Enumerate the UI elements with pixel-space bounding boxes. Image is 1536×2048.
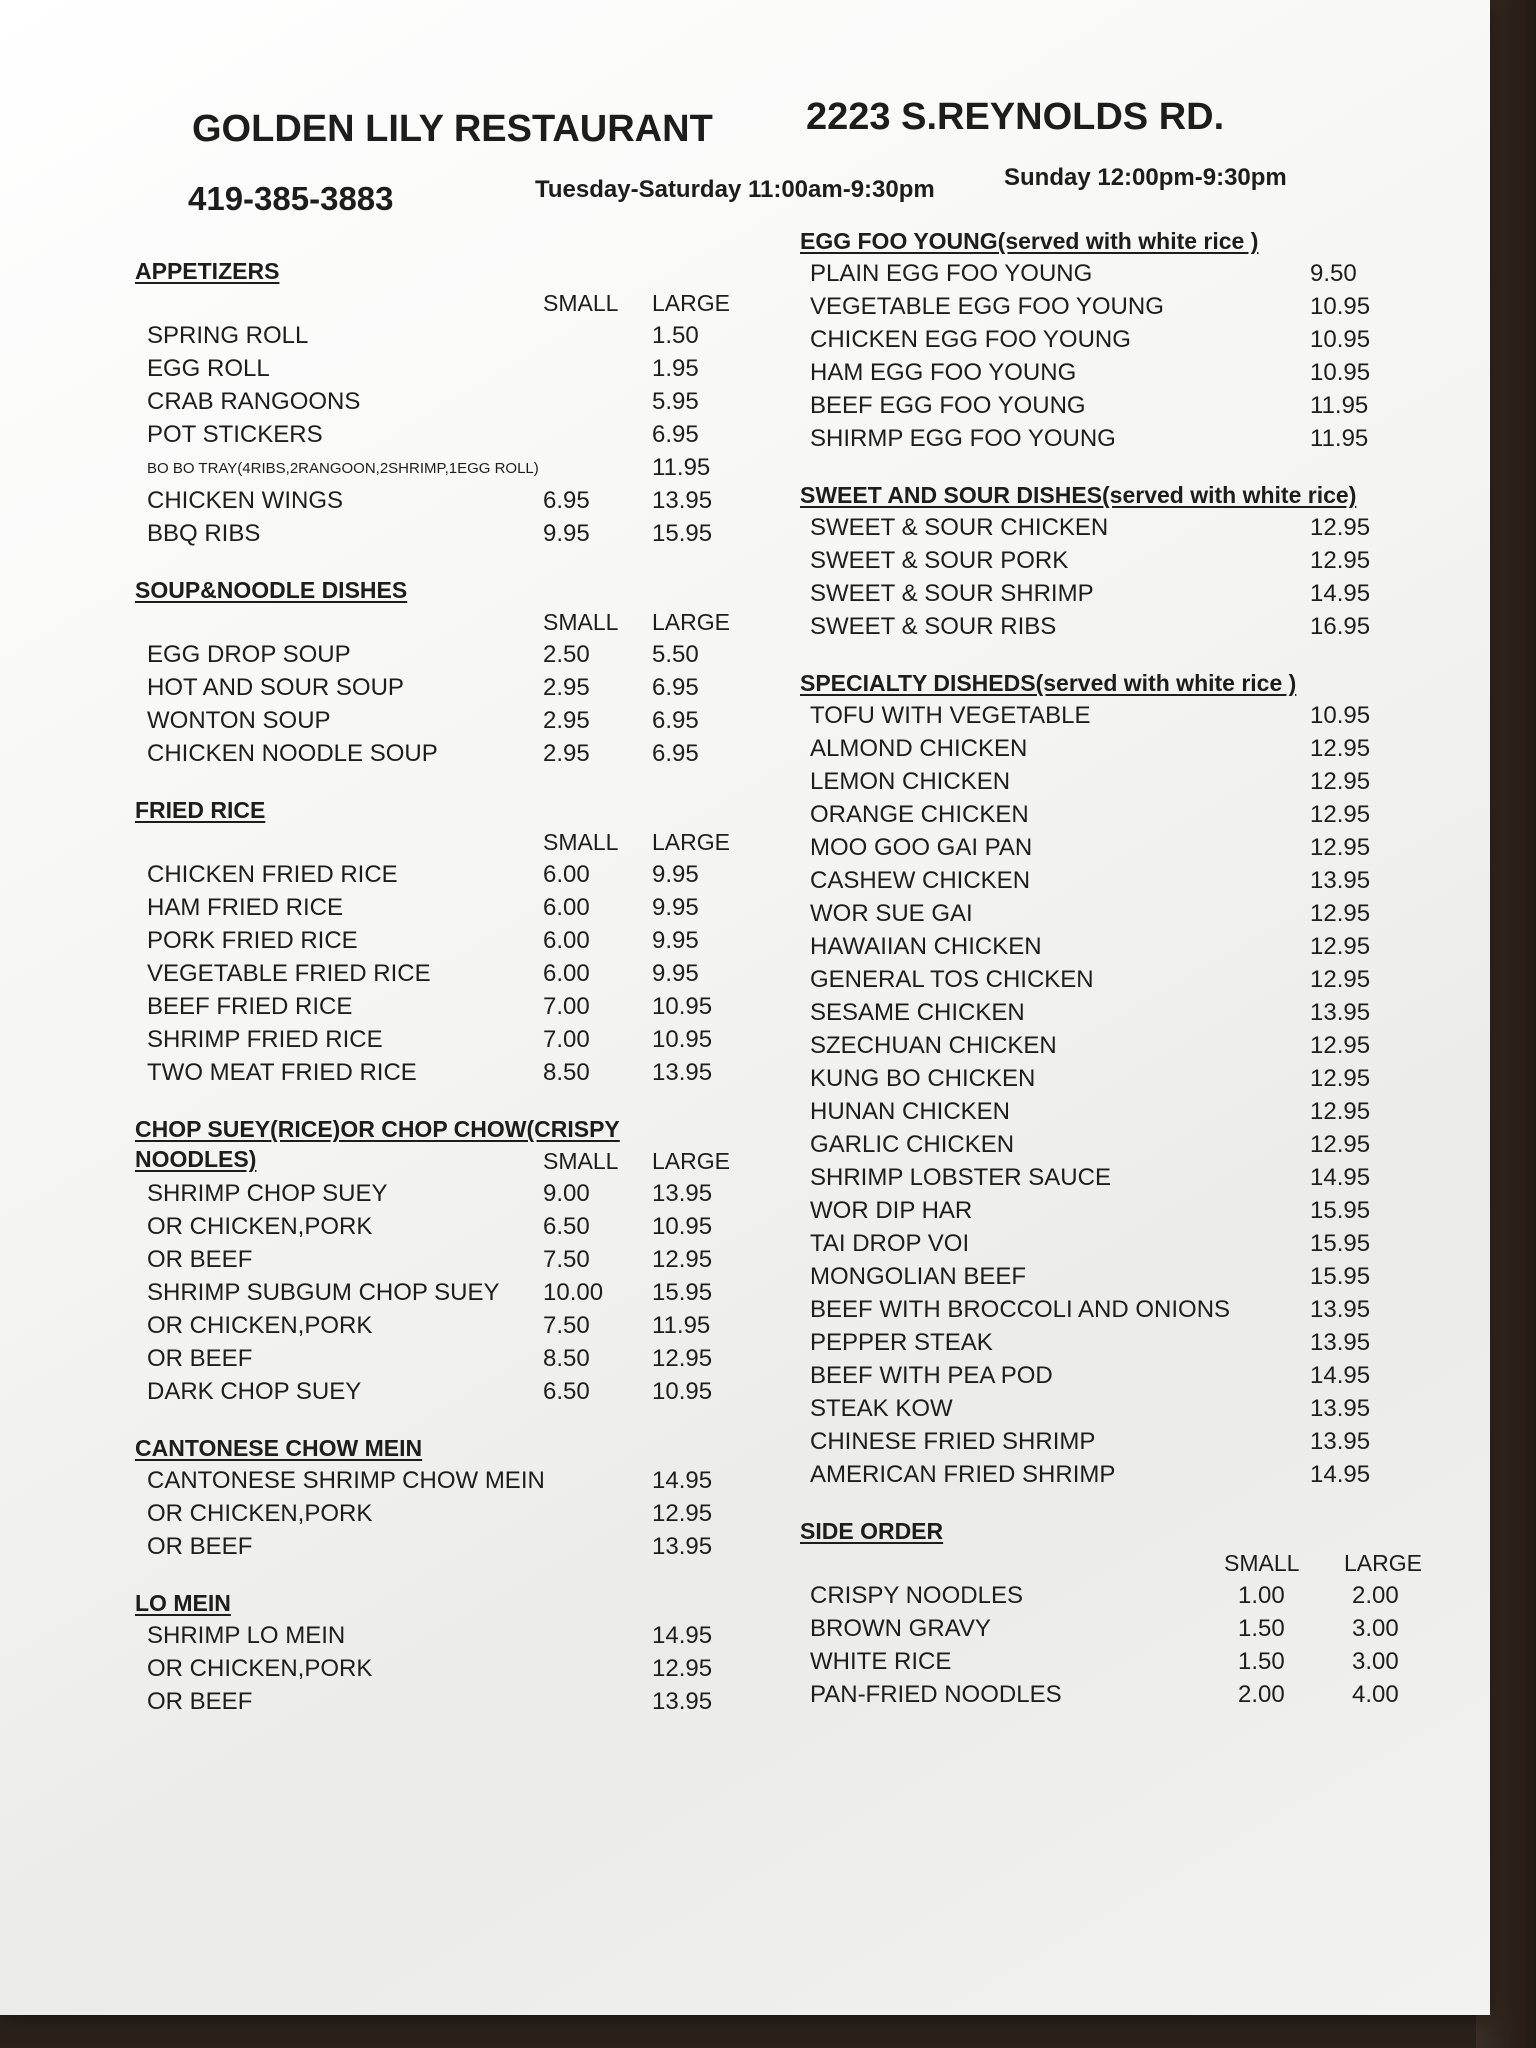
item-price: 11.95 bbox=[1310, 392, 1369, 419]
item-name: OR CHICKEN,PORK bbox=[147, 1213, 373, 1240]
item-price: 10.95 bbox=[1310, 293, 1371, 320]
menu-item bbox=[800, 1259, 1440, 1292]
section-title: SIDE ORDER bbox=[800, 1518, 944, 1544]
item-name: SHRIMP LO MEIN bbox=[147, 1622, 346, 1649]
item-name: OR CHICKEN,PORK bbox=[147, 1655, 373, 1682]
item-name: CASHEW CHICKEN bbox=[810, 867, 1031, 894]
menu-item bbox=[135, 1374, 730, 1407]
item-price-large: 9.95 bbox=[652, 960, 699, 987]
item-name: SWEET & SOUR SHRIMP bbox=[810, 580, 1094, 607]
item-price: 10.95 bbox=[1310, 326, 1371, 353]
item-name: ALMOND CHICKEN bbox=[810, 735, 1028, 762]
item-name: TOFU WITH VEGETABLE bbox=[810, 702, 1091, 729]
size-header bbox=[135, 605, 730, 637]
item-name: OR BEEF bbox=[147, 1688, 253, 1715]
menu-item bbox=[800, 1325, 1440, 1358]
item-name: HAM FRIED RICE bbox=[147, 894, 344, 921]
item-price: 12.95 bbox=[1310, 933, 1371, 960]
item-price-small: 6.50 bbox=[543, 1378, 590, 1405]
menu-item bbox=[135, 1341, 730, 1374]
item-price-large: 6.95 bbox=[652, 740, 699, 767]
menu-item bbox=[135, 1242, 730, 1275]
item-name: SWEET & SOUR CHICKEN bbox=[810, 514, 1109, 541]
menu-section-lo-mein bbox=[135, 1588, 730, 1717]
item-name: PAN-FRIED NOODLES bbox=[810, 1681, 1062, 1708]
item-price-large: 9.95 bbox=[652, 861, 699, 888]
item-price: 11.95 bbox=[1310, 425, 1369, 452]
menu-section-egg-foo-young-served-with-whit bbox=[800, 226, 1440, 454]
item-price-large: 2.00 bbox=[1352, 1582, 1399, 1609]
item-price-large: 11.95 bbox=[652, 1312, 711, 1339]
item-price-large: 13.95 bbox=[652, 1533, 713, 1560]
item-price-small: 6.00 bbox=[543, 927, 590, 954]
item-name: GENERAL TOS CHICKEN bbox=[810, 966, 1094, 993]
item-name: OR BEEF bbox=[147, 1533, 253, 1560]
item-price: 12.95 bbox=[1310, 1032, 1371, 1059]
item-price: 13.95 bbox=[1310, 867, 1371, 894]
item-price: 12.95 bbox=[1310, 1131, 1371, 1158]
menu-item bbox=[135, 1055, 730, 1088]
item-name: SHRIMP CHOP SUEY bbox=[147, 1180, 388, 1207]
item-name: POT STICKERS bbox=[147, 421, 323, 448]
menu-item bbox=[135, 450, 730, 483]
item-name: SPRING ROLL bbox=[147, 322, 309, 349]
item-name: PLAIN EGG FOO YOUNG bbox=[810, 260, 1093, 287]
item-price-large: 12.95 bbox=[652, 1345, 713, 1372]
item-name: PEPPER STEAK bbox=[810, 1329, 993, 1356]
menu-item bbox=[800, 1094, 1440, 1127]
section-title: APPETIZERS bbox=[135, 258, 280, 284]
menu-item bbox=[800, 322, 1440, 355]
menu-item bbox=[800, 355, 1440, 388]
menu-item bbox=[800, 543, 1440, 576]
item-price: 12.95 bbox=[1310, 1098, 1371, 1125]
menu-section-appetizers bbox=[135, 256, 730, 549]
item-price-small: 7.50 bbox=[543, 1246, 590, 1273]
menu-item bbox=[135, 1463, 730, 1496]
item-price-large: 3.00 bbox=[1352, 1648, 1399, 1675]
item-price-large: 12.95 bbox=[652, 1246, 713, 1273]
item-name: CHICKEN EGG FOO YOUNG bbox=[810, 326, 1131, 353]
menu-item bbox=[135, 1176, 730, 1209]
menu-section-chop-suey-rice-or-chop-chow-cr bbox=[135, 1114, 730, 1407]
menu-item bbox=[800, 1358, 1440, 1391]
item-name: BO BO TRAY(4RIBS,2RANGOON,2SHRIMP,1EGG ROLL) bbox=[147, 460, 539, 477]
section-title: SWEET AND SOUR DISHES(served with white rice) bbox=[800, 482, 1357, 508]
item-price-large: 13.95 bbox=[652, 487, 713, 514]
menu-item bbox=[135, 1618, 730, 1651]
item-price-small: 2.95 bbox=[543, 674, 590, 701]
menu-item bbox=[800, 1457, 1440, 1490]
menu-item bbox=[800, 764, 1440, 797]
menu-item bbox=[135, 989, 730, 1022]
menu-item bbox=[800, 797, 1440, 830]
item-name: SWEET & SOUR RIBS bbox=[810, 613, 1057, 640]
item-name: STEAK KOW bbox=[810, 1395, 953, 1422]
item-price: 13.95 bbox=[1310, 999, 1371, 1026]
section-title: CANTONESE CHOW MEIN bbox=[135, 1435, 423, 1461]
item-name: LEMON CHICKEN bbox=[810, 768, 1011, 795]
item-price: 12.95 bbox=[1310, 735, 1371, 762]
item-price: 13.95 bbox=[1310, 1395, 1371, 1422]
item-price-small: 9.00 bbox=[543, 1180, 590, 1207]
restaurant-phone: 419-385-3883 bbox=[188, 180, 394, 217]
item-name: BROWN GRAVY bbox=[810, 1615, 991, 1642]
menu-item bbox=[135, 703, 730, 736]
item-name: CRAB RANGOONS bbox=[147, 388, 361, 415]
item-price-large: 13.95 bbox=[652, 1688, 713, 1715]
item-price: 12.95 bbox=[1310, 1065, 1371, 1092]
section-title: CHOP SUEY(RICE)OR CHOP CHOW(CRISPY NOODLES) bbox=[135, 1116, 620, 1172]
menu-item bbox=[800, 731, 1440, 764]
item-name: WOR SUE GAI bbox=[810, 900, 973, 927]
menu-item bbox=[800, 1611, 1440, 1644]
item-price-large: 15.95 bbox=[652, 520, 713, 547]
menu-item bbox=[135, 956, 730, 989]
item-price-small: 2.95 bbox=[543, 740, 590, 767]
size-label-large: LARGE bbox=[652, 290, 730, 316]
menu-item bbox=[800, 256, 1440, 289]
item-name: GARLIC CHICKEN bbox=[810, 1131, 1015, 1158]
item-name: EGG ROLL bbox=[147, 355, 270, 382]
item-name: SZECHUAN CHICKEN bbox=[810, 1032, 1057, 1059]
item-price-small: 2.00 bbox=[1238, 1681, 1285, 1708]
menu-item bbox=[800, 1292, 1440, 1325]
item-name: SHRIMP SUBGUM CHOP SUEY bbox=[147, 1279, 500, 1306]
menu-left-column bbox=[135, 256, 730, 1743]
item-price-small: 7.50 bbox=[543, 1312, 590, 1339]
item-price: 15.95 bbox=[1310, 1197, 1371, 1224]
item-name: OR CHICKEN,PORK bbox=[147, 1312, 373, 1339]
item-price-large: 10.95 bbox=[652, 1213, 713, 1240]
item-name: WHITE RICE bbox=[810, 1648, 952, 1675]
item-price: 14.95 bbox=[1310, 1164, 1371, 1191]
menu-item bbox=[800, 698, 1440, 731]
item-price-small: 8.50 bbox=[543, 1059, 590, 1086]
item-price: 12.95 bbox=[1310, 547, 1371, 574]
item-name: BEEF EGG FOO YOUNG bbox=[810, 392, 1086, 419]
item-name: HAM EGG FOO YOUNG bbox=[810, 359, 1077, 386]
item-price-large: 5.50 bbox=[652, 641, 699, 668]
section-title: FRIED RICE bbox=[135, 797, 266, 823]
menu-item bbox=[800, 289, 1440, 322]
size-label-small: SMALL bbox=[1224, 1550, 1300, 1576]
item-price-small: 6.00 bbox=[543, 960, 590, 987]
item-price-large: 4.00 bbox=[1352, 1681, 1399, 1708]
menu-item bbox=[800, 1193, 1440, 1226]
item-price: 12.95 bbox=[1310, 801, 1371, 828]
item-name: OR BEEF bbox=[147, 1345, 253, 1372]
item-name: MONGOLIAN BEEF bbox=[810, 1263, 1027, 1290]
item-name: EGG DROP SOUP bbox=[147, 641, 351, 668]
menu-right-column bbox=[800, 226, 1440, 1736]
item-name: SHRIMP FRIED RICE bbox=[147, 1026, 383, 1053]
item-price: 9.50 bbox=[1310, 260, 1357, 287]
menu-item bbox=[135, 1496, 730, 1529]
size-header bbox=[135, 1144, 730, 1176]
menu-item bbox=[800, 929, 1440, 962]
item-price-large: 6.95 bbox=[652, 707, 699, 734]
menu-item bbox=[135, 1275, 730, 1308]
item-price: 12.95 bbox=[1310, 514, 1371, 541]
menu-item bbox=[800, 896, 1440, 929]
item-price-small: 10.00 bbox=[543, 1279, 604, 1306]
item-price-large: 3.00 bbox=[1352, 1615, 1399, 1642]
item-price-large: 12.95 bbox=[652, 1500, 713, 1527]
size-label-large: LARGE bbox=[652, 1148, 730, 1174]
item-price-large: 9.95 bbox=[652, 894, 699, 921]
item-name: AMERICAN FRIED SHRIMP bbox=[810, 1461, 1116, 1488]
item-price-small: 2.50 bbox=[543, 641, 590, 668]
item-price-large: 10.95 bbox=[652, 993, 713, 1020]
item-name: HOT AND SOUR SOUP bbox=[147, 674, 404, 701]
menu-section-soup-noodle-dishes bbox=[135, 575, 730, 769]
item-price-small: 1.50 bbox=[1238, 1648, 1285, 1675]
item-price: 12.95 bbox=[1310, 900, 1371, 927]
item-price: 15.95 bbox=[1310, 1263, 1371, 1290]
size-label-large: LARGE bbox=[652, 609, 730, 635]
hours-sunday: Sunday 12:00pm-9:30pm bbox=[1004, 164, 1287, 191]
menu-item bbox=[800, 1578, 1440, 1611]
size-label-small: SMALL bbox=[543, 609, 619, 635]
menu-item bbox=[800, 388, 1440, 421]
menu-item bbox=[800, 962, 1440, 995]
menu-section-side-order bbox=[800, 1516, 1440, 1710]
menu-item bbox=[800, 1226, 1440, 1259]
item-name: VEGETABLE FRIED RICE bbox=[147, 960, 431, 987]
menu-item bbox=[135, 670, 730, 703]
menu-item bbox=[135, 890, 730, 923]
menu-item bbox=[135, 516, 730, 549]
menu-item bbox=[800, 863, 1440, 896]
item-price: 10.95 bbox=[1310, 702, 1371, 729]
menu-section-specialty-disheds-served-with- bbox=[800, 668, 1440, 1490]
item-name: SHIRMP EGG FOO YOUNG bbox=[810, 425, 1116, 452]
item-name: WONTON SOUP bbox=[147, 707, 331, 734]
size-header bbox=[800, 1546, 1440, 1578]
item-price: 10.95 bbox=[1310, 359, 1371, 386]
item-name: CANTONESE SHRIMP CHOW MEIN bbox=[147, 1467, 545, 1494]
item-price-small: 2.95 bbox=[543, 707, 590, 734]
menu-item bbox=[800, 830, 1440, 863]
section-title: LO MEIN bbox=[135, 1590, 231, 1616]
menu-item bbox=[135, 857, 730, 890]
restaurant-address: 2223 S.REYNOLDS RD. bbox=[806, 96, 1225, 138]
item-price-small: 6.50 bbox=[543, 1213, 590, 1240]
item-price-large: 1.50 bbox=[652, 322, 699, 349]
menu-item bbox=[135, 1684, 730, 1717]
item-name: VEGETABLE EGG FOO YOUNG bbox=[810, 293, 1164, 320]
item-price-small: 7.00 bbox=[543, 993, 590, 1020]
menu-item bbox=[135, 1529, 730, 1562]
item-name: SHRIMP LOBSTER SAUCE bbox=[810, 1164, 1111, 1191]
item-price-small: 1.00 bbox=[1238, 1582, 1285, 1609]
item-price: 13.95 bbox=[1310, 1428, 1371, 1455]
size-label-small: SMALL bbox=[543, 290, 619, 316]
menu-section-sweet-and-sour-dishes-served-w bbox=[800, 480, 1440, 642]
menu-item bbox=[135, 923, 730, 956]
item-price-large: 11.95 bbox=[652, 454, 711, 481]
item-name: TWO MEAT FRIED RICE bbox=[147, 1059, 417, 1086]
item-price-small: 6.00 bbox=[543, 861, 590, 888]
item-price-large: 1.95 bbox=[652, 355, 699, 382]
menu-item bbox=[800, 609, 1440, 642]
item-price-large: 6.95 bbox=[652, 421, 699, 448]
menu-item bbox=[135, 736, 730, 769]
hours-weekday: Tuesday-Saturday 11:00am-9:30pm bbox=[535, 176, 935, 203]
item-price: 16.95 bbox=[1310, 613, 1371, 640]
menu-item bbox=[135, 483, 730, 516]
item-price-large: 10.95 bbox=[652, 1026, 713, 1053]
item-price-small: 7.00 bbox=[543, 1026, 590, 1053]
item-name: KUNG BO CHICKEN bbox=[810, 1065, 1036, 1092]
item-price-large: 12.95 bbox=[652, 1655, 713, 1682]
item-name: PORK FRIED RICE bbox=[147, 927, 358, 954]
menu-item bbox=[800, 995, 1440, 1028]
item-name: CHICKEN FRIED RICE bbox=[147, 861, 398, 888]
item-price: 14.95 bbox=[1310, 580, 1371, 607]
section-title: SOUP&NOODLE DISHES bbox=[135, 577, 408, 603]
menu-section-cantonese-chow-mein bbox=[135, 1433, 730, 1562]
item-price-small: 6.95 bbox=[543, 487, 590, 514]
menu-item bbox=[135, 417, 730, 450]
menu-item bbox=[800, 576, 1440, 609]
item-name: BBQ RIBS bbox=[147, 520, 261, 547]
item-price-large: 14.95 bbox=[652, 1622, 713, 1649]
item-price: 13.95 bbox=[1310, 1329, 1371, 1356]
item-name: HUNAN CHICKEN bbox=[810, 1098, 1011, 1125]
menu-item bbox=[800, 1391, 1440, 1424]
size-label-large: LARGE bbox=[652, 829, 730, 855]
item-price-small: 1.50 bbox=[1238, 1615, 1285, 1642]
menu-item bbox=[800, 1644, 1440, 1677]
menu-item bbox=[800, 510, 1440, 543]
item-name: BEEF FRIED RICE bbox=[147, 993, 353, 1020]
item-price: 14.95 bbox=[1310, 1362, 1371, 1389]
item-name: WOR DIP HAR bbox=[810, 1197, 973, 1224]
item-price-small: 8.50 bbox=[543, 1345, 590, 1372]
item-price-large: 9.95 bbox=[652, 927, 699, 954]
item-name: HAWAIIAN CHICKEN bbox=[810, 933, 1042, 960]
item-name: CHICKEN NOODLE SOUP bbox=[147, 740, 438, 767]
item-price-large: 14.95 bbox=[652, 1467, 713, 1494]
item-price-small: 9.95 bbox=[543, 520, 590, 547]
item-name: MOO GOO GAI PAN bbox=[810, 834, 1033, 861]
menu-item bbox=[135, 1022, 730, 1055]
item-price-large: 13.95 bbox=[652, 1180, 713, 1207]
item-price: 13.95 bbox=[1310, 1296, 1371, 1323]
item-price-large: 5.95 bbox=[652, 388, 699, 415]
menu-item bbox=[800, 1028, 1440, 1061]
menu-item bbox=[135, 1308, 730, 1341]
item-name: BEEF WITH PEA POD bbox=[810, 1362, 1053, 1389]
menu-item bbox=[135, 1209, 730, 1242]
item-price: 15.95 bbox=[1310, 1230, 1371, 1257]
item-name: OR BEEF bbox=[147, 1246, 253, 1273]
item-name: SWEET & SOUR PORK bbox=[810, 547, 1069, 574]
menu-item bbox=[135, 351, 730, 384]
menu-item bbox=[800, 1677, 1440, 1710]
item-price: 12.95 bbox=[1310, 834, 1371, 861]
menu-item bbox=[135, 637, 730, 670]
menu-item bbox=[135, 384, 730, 417]
section-title: EGG FOO YOUNG(served with white rice ) bbox=[800, 228, 1259, 254]
item-price: 14.95 bbox=[1310, 1461, 1371, 1488]
menu-item bbox=[135, 318, 730, 351]
item-name: CRISPY NOODLES bbox=[810, 1582, 1023, 1609]
menu-item bbox=[800, 1160, 1440, 1193]
menu-item bbox=[135, 1651, 730, 1684]
size-label-small: SMALL bbox=[543, 829, 619, 855]
item-price-small: 6.00 bbox=[543, 894, 590, 921]
size-label-small: SMALL bbox=[543, 1148, 619, 1174]
item-price-large: 10.95 bbox=[652, 1378, 713, 1405]
size-header bbox=[135, 825, 730, 857]
item-price-large: 6.95 bbox=[652, 674, 699, 701]
item-name: CHINESE FRIED SHRIMP bbox=[810, 1428, 1096, 1455]
item-name: BEEF WITH BROCCOLI AND ONIONS bbox=[810, 1296, 1231, 1323]
menu-item bbox=[800, 1061, 1440, 1094]
item-name: SESAME CHICKEN bbox=[810, 999, 1025, 1026]
menu-item bbox=[800, 1424, 1440, 1457]
item-name: ORANGE CHICKEN bbox=[810, 801, 1029, 828]
section-title: SPECIALTY DISHEDS(served with white rice ) bbox=[800, 670, 1297, 696]
restaurant-name: GOLDEN LILY RESTAURANT bbox=[192, 108, 713, 150]
item-price-large: 15.95 bbox=[652, 1279, 713, 1306]
item-price-large: 13.95 bbox=[652, 1059, 713, 1086]
item-name: DARK CHOP SUEY bbox=[147, 1378, 362, 1405]
item-price: 12.95 bbox=[1310, 768, 1371, 795]
menu-item bbox=[800, 421, 1440, 454]
item-name: CHICKEN WINGS bbox=[147, 487, 344, 514]
item-name: TAI DROP VOI bbox=[810, 1230, 970, 1257]
item-price: 12.95 bbox=[1310, 966, 1371, 993]
menu-section-fried-rice bbox=[135, 795, 730, 1088]
menu-item bbox=[800, 1127, 1440, 1160]
size-header bbox=[135, 286, 730, 318]
size-label-large: LARGE bbox=[1344, 1550, 1422, 1576]
item-name: OR CHICKEN,PORK bbox=[147, 1500, 373, 1527]
